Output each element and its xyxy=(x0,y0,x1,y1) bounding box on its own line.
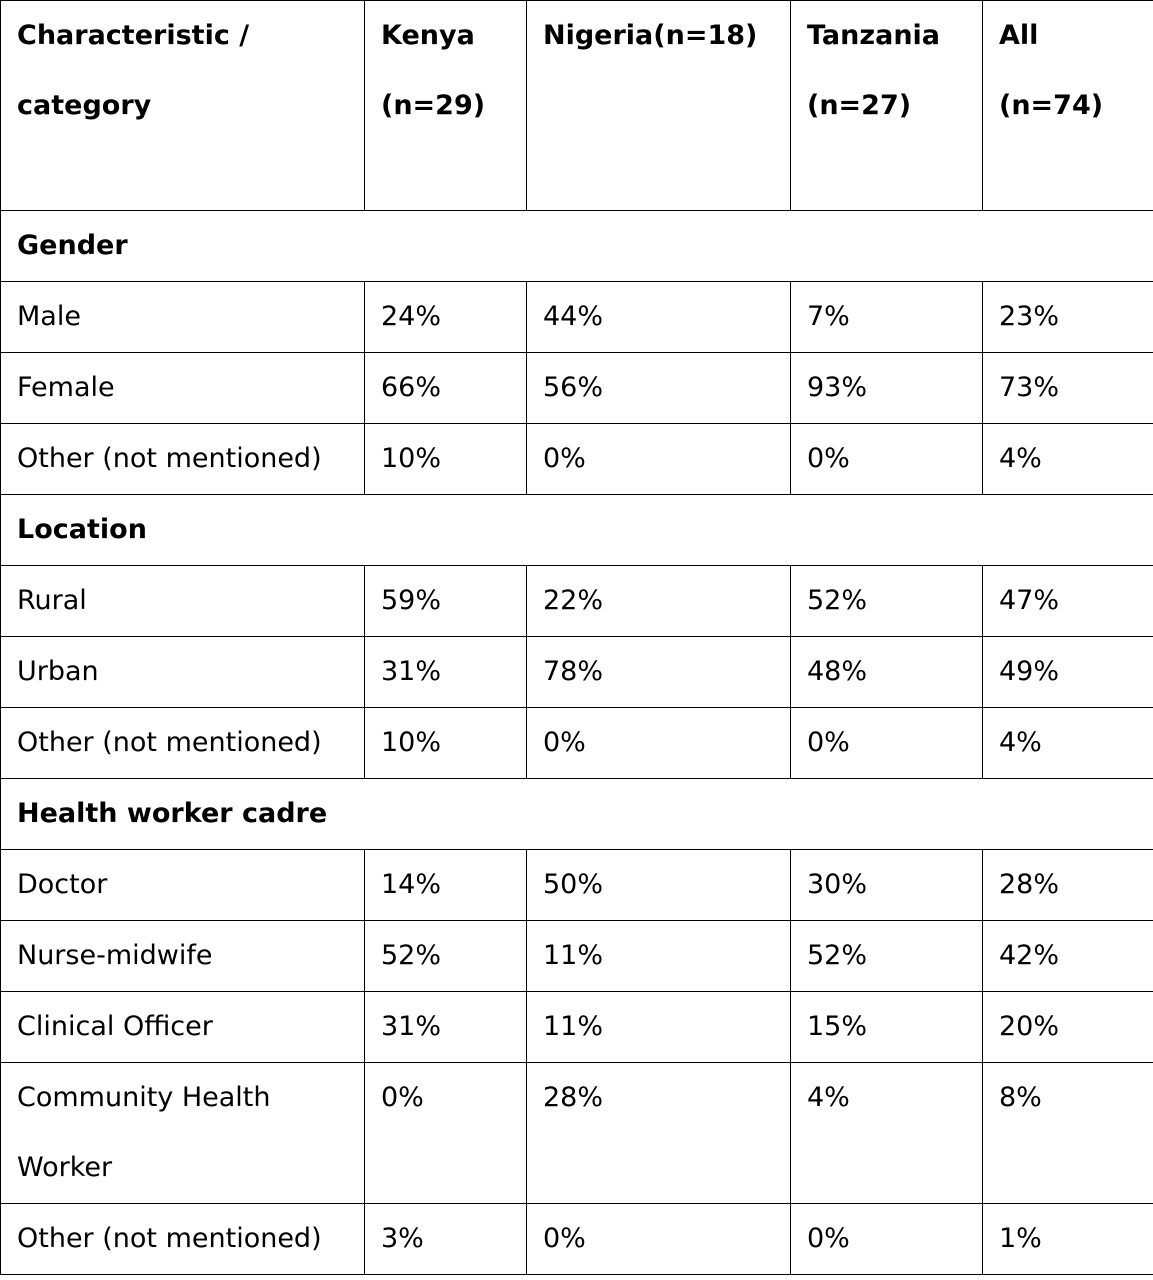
header-all-line1: All xyxy=(999,20,1039,51)
cell-all: 28% xyxy=(983,850,1153,921)
cell-kenya: 59% xyxy=(365,566,527,637)
section-title: Gender xyxy=(1,211,1153,282)
row-label: Doctor xyxy=(1,850,365,921)
cell-kenya: 10% xyxy=(365,708,527,779)
cell-tanzania: 4% xyxy=(791,1063,983,1204)
header-characteristic-line2: category xyxy=(17,90,152,121)
row-label: Other (not mentioned) xyxy=(1,424,365,495)
cell-tanzania: 93% xyxy=(791,353,983,424)
cell-all: 8% xyxy=(983,1063,1153,1204)
header-characteristic-line1: Characteristic / xyxy=(17,20,250,51)
cell-kenya: 0% xyxy=(365,1063,527,1204)
cell-tanzania: 0% xyxy=(791,708,983,779)
cell-all: 23% xyxy=(983,282,1153,353)
cell-all: 49% xyxy=(983,637,1153,708)
cell-kenya: 3% xyxy=(365,1204,527,1275)
cell-all: 47% xyxy=(983,566,1153,637)
table-row xyxy=(1,424,1153,495)
section-row-location xyxy=(1,495,1153,566)
table-row xyxy=(1,992,1153,1063)
cell-nigeria: 28% xyxy=(527,1063,791,1204)
header-all xyxy=(983,1,1153,211)
row-label: Male xyxy=(1,282,365,353)
cell-nigeria: 0% xyxy=(527,1204,791,1275)
cell-nigeria: 11% xyxy=(527,921,791,992)
cell-nigeria: 50% xyxy=(527,850,791,921)
row-label: Nurse-midwife xyxy=(1,921,365,992)
cell-nigeria: 0% xyxy=(527,708,791,779)
section-row-gender xyxy=(1,211,1153,282)
cell-kenya: 31% xyxy=(365,637,527,708)
header-tanzania-line1: Tanzania xyxy=(807,20,941,51)
cell-tanzania: 15% xyxy=(791,992,983,1063)
row-label: Urban xyxy=(1,637,365,708)
row-label: Other (not mentioned) xyxy=(1,708,365,779)
cell-kenya: 52% xyxy=(365,921,527,992)
cell-all: 20% xyxy=(983,992,1153,1063)
cell-all: 1% xyxy=(983,1204,1153,1275)
section-title: Health worker cadre xyxy=(1,779,1153,850)
section-row-health-worker-cadre xyxy=(1,779,1153,850)
row-label: Other (not mentioned) xyxy=(1,1204,365,1275)
row-label-line1: Community Health xyxy=(17,1082,271,1113)
cell-tanzania: 0% xyxy=(791,424,983,495)
cell-kenya: 10% xyxy=(365,424,527,495)
cell-nigeria: 22% xyxy=(527,566,791,637)
row-label-line2: Worker xyxy=(17,1152,113,1183)
cell-kenya: 31% xyxy=(365,992,527,1063)
header-tanzania xyxy=(791,1,983,211)
table-row xyxy=(1,353,1153,424)
header-kenya-line2: (n=29) xyxy=(381,90,486,121)
table-row xyxy=(1,850,1153,921)
cell-all: 4% xyxy=(983,708,1153,779)
table-row xyxy=(1,282,1153,353)
table-row xyxy=(1,566,1153,637)
header-kenya-line1: Kenya xyxy=(381,20,475,51)
table-header-row xyxy=(1,1,1153,211)
table-row xyxy=(1,637,1153,708)
header-all-line2: (n=74) xyxy=(999,90,1104,121)
cell-nigeria: 44% xyxy=(527,282,791,353)
cell-tanzania: 30% xyxy=(791,850,983,921)
header-nigeria xyxy=(527,1,791,211)
header-nigeria-label: Nigeria(n=18) xyxy=(543,20,758,51)
header-kenya xyxy=(365,1,527,211)
cell-tanzania: 7% xyxy=(791,282,983,353)
cell-kenya: 14% xyxy=(365,850,527,921)
cell-nigeria: 78% xyxy=(527,637,791,708)
cell-tanzania: 48% xyxy=(791,637,983,708)
table-row xyxy=(1,1204,1153,1275)
cell-all: 42% xyxy=(983,921,1153,992)
cell-kenya: 66% xyxy=(365,353,527,424)
cell-tanzania: 52% xyxy=(791,566,983,637)
row-label xyxy=(1,1063,365,1204)
cell-nigeria: 56% xyxy=(527,353,791,424)
table-row xyxy=(1,921,1153,992)
row-label: Female xyxy=(1,353,365,424)
cell-nigeria: 11% xyxy=(527,992,791,1063)
row-label: Rural xyxy=(1,566,365,637)
cell-all: 4% xyxy=(983,424,1153,495)
cell-all: 73% xyxy=(983,353,1153,424)
header-characteristic xyxy=(1,1,365,211)
cell-tanzania: 52% xyxy=(791,921,983,992)
cell-nigeria: 0% xyxy=(527,424,791,495)
cell-tanzania: 0% xyxy=(791,1204,983,1275)
header-tanzania-line2: (n=27) xyxy=(807,90,912,121)
cell-kenya: 24% xyxy=(365,282,527,353)
table-row xyxy=(1,708,1153,779)
section-title: Location xyxy=(1,495,1153,566)
row-label: Clinical Officer xyxy=(1,992,365,1063)
table-row xyxy=(1,1063,1153,1204)
